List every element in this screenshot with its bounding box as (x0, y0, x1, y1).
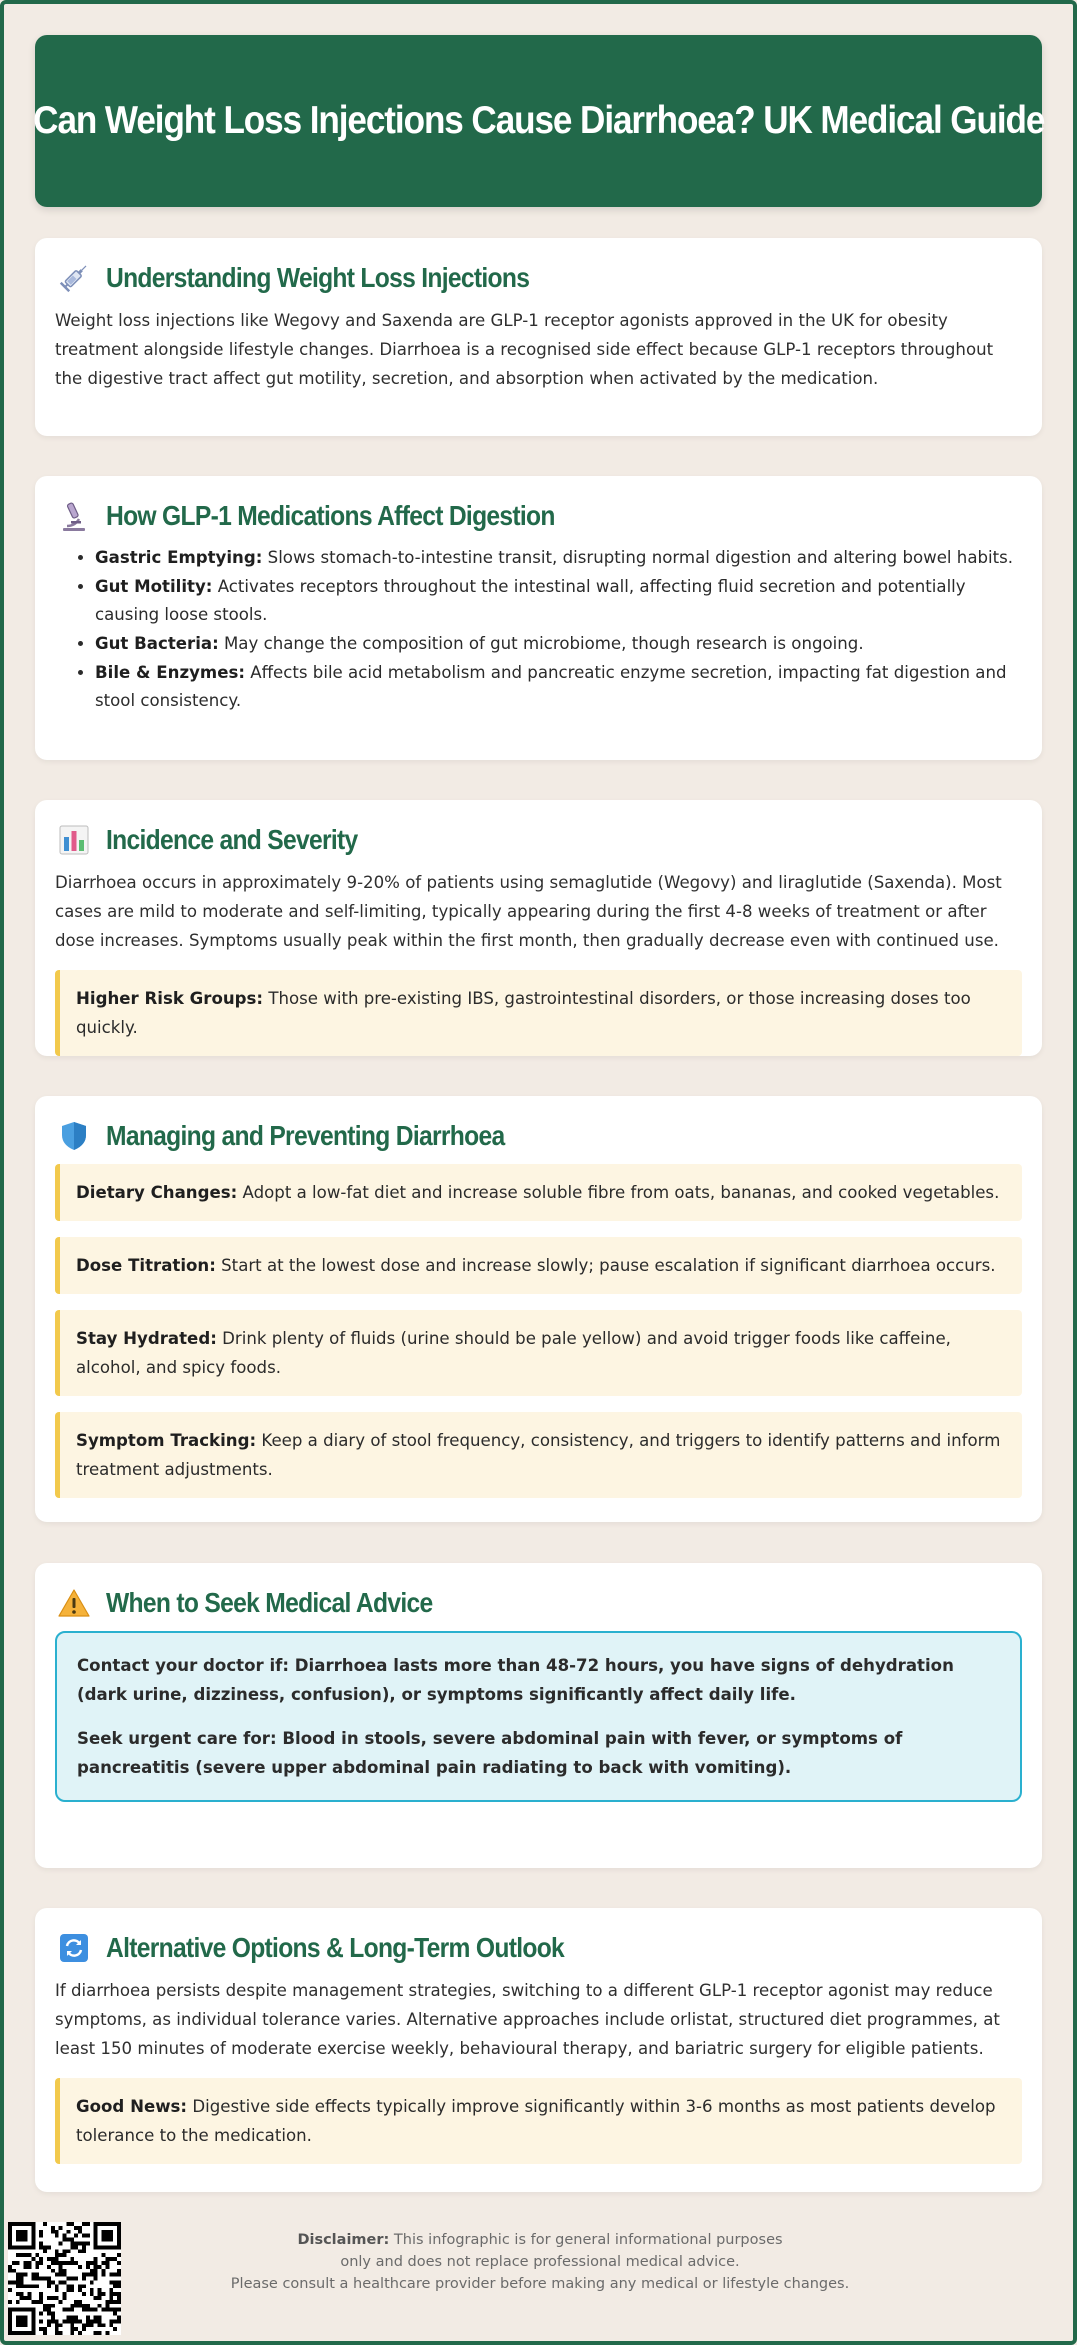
list-item: • Gut Bacteria: May change the composition of gut microbiome, though research is ongoing. (95, 630, 1022, 658)
section-title: Understanding Weight Loss Injections (106, 262, 530, 293)
section-digestion (35, 476, 1042, 760)
section-understanding (35, 238, 1042, 436)
medical-advice-box (55, 1631, 1022, 1802)
section-alternatives (35, 1908, 1042, 2192)
section-managing (35, 1096, 1042, 1522)
digestion-list (95, 544, 1022, 715)
syringe-icon (57, 261, 91, 295)
qr-code (8, 2222, 121, 2335)
disclaimer: Disclaimer: This infographic is for general informational purposes only and does not replace professional medical advice. Please consult a healthcare provider before making any medical or lifestyle changes. (230, 2232, 850, 2292)
list-item: • Bile & Enzymes: Affects bile acid metabolism and pancreatic enzyme secretion, impacting fat digestion and stool consistency. (95, 659, 1022, 715)
microscope-icon (57, 499, 91, 533)
tip-card: Dose Titration: Start at the lowest dose and increase slowly; pause escalation if significant diarrhoea occurs. (55, 1237, 1022, 1294)
list-item: • Gastric Emptying: Slows stomach-to-intestine transit, disrupting normal digestion and altering bowel habits. (95, 544, 1022, 572)
warning-icon (57, 1586, 91, 1620)
bar-chart-icon (57, 823, 91, 857)
contact-doctor-text: Contact your doctor if: Diarrhoea lasts more than 48-72 hours, you have signs of dehydration (dark urine, dizziness, confusion), or symptoms significantly affect daily life. (77, 1656, 954, 1704)
section-text: Diarrhoea occurs in approximately 9-20% of patients using semaglutide (Wegovy) and liraglutide (Saxenda). Most cases are mild to moderate and self-limiting, typically appearing during the first 4-8 weeks of treatment or after dose increases. Symptoms usually peak within the first month, then gradually decrease even with continued use. (55, 873, 1002, 950)
section-title: Managing and Preventing Diarrhoea (106, 1120, 505, 1151)
shield-icon (57, 1119, 91, 1153)
section-advice (35, 1563, 1042, 1868)
tip-card: Stay Hydrated: Drink plenty of fluids (urine should be pale yellow) and avoid trigger foods like caffeine, alcohol, and spicy foods. (55, 1310, 1022, 1396)
refresh-icon (57, 1931, 91, 1965)
list-item: • Gut Motility: Activates receptors throughout the intestinal wall, affecting fluid secretion and potentially causing loose stools. (95, 573, 1022, 629)
section-text: Weight loss injections like Wegovy and Saxenda are GLP-1 receptor agonists approved in the UK for obesity treatment alongside lifestyle changes. Diarrhoea is a recognised side effect because GLP-1 receptors throughout the digestive tract affect gut motility, secretion, and absorption when activated by the medication. (55, 311, 994, 388)
section-title: Alternative Options & Long-Term Outlook (106, 1932, 565, 1963)
section-text: If diarrhoea persists despite management strategies, switching to a different GLP-1 receptor agonist may reduce symptoms, as individual tolerance varies. Alternative approaches include orlistat, structured diet programmes, at least 150 minutes of moderate exercise weekly, behavioural therapy, and bariatric surgery for eligible patients. (55, 1981, 1000, 2058)
tip-card: Symptom Tracking: Keep a diary of stool frequency, consistency, and triggers to identify patterns and inform treatment adjustments. (55, 1412, 1022, 1498)
section-incidence (35, 800, 1042, 1056)
risk-note: Higher Risk Groups: Those with pre-existing IBS, gastrointestinal disorders, or those increasing doses too quickly. (55, 970, 1022, 1056)
section-title: How GLP-1 Medications Affect Digestion (106, 500, 555, 531)
page-header (32, 35, 1045, 207)
urgent-care-text: Seek urgent care for: Blood in stools, severe abdominal pain with fever, or symptoms of pancreatitis (severe upper abdominal pain radiating to back with vomiting). (77, 1729, 903, 1777)
tip-card: Dietary Changes: Adopt a low-fat diet and increase soluble fibre from oats, bananas, and cooked vegetables. (55, 1164, 1022, 1221)
good-news-note: Good News: Digestive side effects typically improve significantly within 3-6 months as most patients develop tolerance to the medication. (55, 2078, 1022, 2164)
page-title: Can Weight Loss Injections Cause Diarrhoea? UK Medical Guide (32, 99, 1045, 142)
section-title: Incidence and Severity (106, 824, 358, 855)
section-title: When to Seek Medical Advice (106, 1587, 433, 1618)
